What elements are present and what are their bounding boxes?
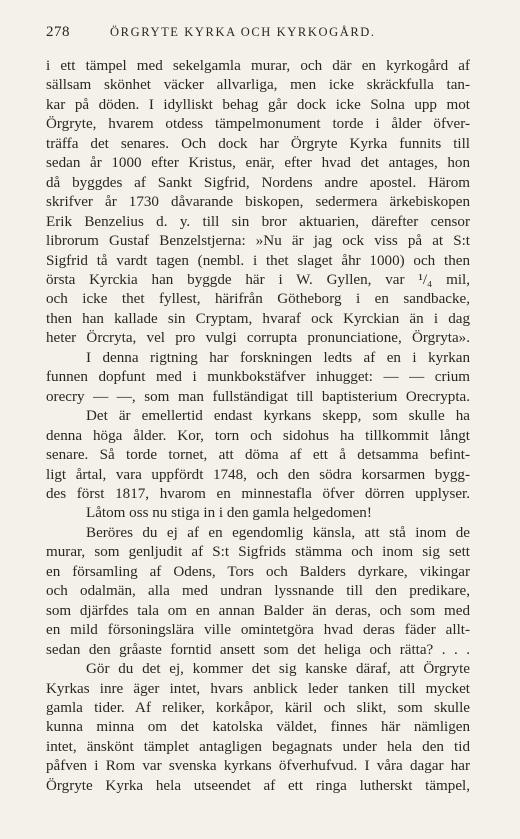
text-line: heter Örcryta, vel pro vulgi corrupta pronunciatione, Örgryta».	[46, 330, 470, 347]
text-line: then han kallade sin Cryptam, hvaraf ock Kyrckian än i dag	[46, 310, 470, 327]
text-line: I denna rigtning har forskningen ledts af en i kyrkan	[86, 349, 470, 366]
text-line: örsta Kyrckia han byggde här i W. Gyllen, var ¹/₄ mil,	[46, 271, 470, 288]
text-line: Det är emellertid endast kyrkans skepp, som skulle ha	[86, 408, 470, 425]
text-line: Erik Benzelius d. y. till sin bror aktuarien, därefter censor	[46, 213, 470, 230]
body-text	[46, 57, 470, 796]
text-line: Gör du det ej, kommer det sig kanske däraf, att Örgryte	[86, 661, 470, 678]
text-line: denna höga ålder. Kor, torn och sidohus ha tillkommit långt	[46, 427, 470, 444]
text-line: orecry — —, som man fullständigat till baptisterium Orecrypta.	[46, 388, 470, 405]
text-line: sällsam skönhet väcker allvarliga, men icke skräckfulla tan-	[46, 77, 470, 94]
text-line: gamla tider. Af reliker, korkåpor, käril och slikt, som skulle	[46, 699, 470, 716]
text-line: murar, som genljudit af S:t Sigfrids stämma och inom sig sett	[46, 544, 470, 561]
text-line: kunna minna om det katolska väldet, finnes här nämligen	[46, 719, 470, 736]
text-line: Örgryte, hvarem otdess tämpelmonument torde i ålder öfver-	[46, 116, 470, 133]
text-line: Sigfrid tå vardt tagen (nembl. i thet slaget åhr 1000) och then	[46, 252, 470, 269]
text-line: funnen dopfunt med i munkbokstäfver inhugget: — — crium	[46, 369, 470, 386]
text-line: då byggdes af Sankt Sigfrid, Nordens andre apostel. Härom	[46, 174, 470, 191]
page-number: 278	[46, 24, 70, 40]
text-line: intet, änskönt tämplet antagligen begagnats under hela den tid	[46, 738, 470, 755]
text-line: i ett tämpel med sekelgamla murar, och där en kyrkogård af	[46, 58, 470, 74]
text-line: librorum Gustaf Benzelstjerna: »Nu är jag ock viss på at S:t	[46, 233, 470, 250]
text-line: senare. Så torde tornet, att döma af ett å detsamma befint-	[46, 447, 470, 464]
text-line: kar på döden. I idylliskt behag går dock icke Solna upp mot	[46, 96, 470, 113]
text-line: som djärfdes tala om en annan Balder än deras, och som med	[46, 602, 470, 619]
text-line: en församling af Odens, Tors och Balders dyrkare, vikingar	[46, 563, 470, 580]
text-line: Låtom oss nu stiga in i den gamla helgedomen!	[86, 505, 372, 522]
text-line: påfven i Rom var svenska kyrkans öfverhufvud. I våra dagar har	[46, 758, 470, 775]
text-line: ligt årtal, vara uppfördt 1748, och den södra korsarmen bygg-	[46, 466, 470, 483]
text-line: och odalmän, alla med undran lyssnande till den predikare,	[46, 583, 470, 600]
text-line: Beröres du ej af en egendomlig känsla, att stå inom de	[86, 524, 470, 541]
text-line: träffa det senares. Och dock har Örgryte Kyrka funnits till	[46, 135, 470, 152]
text-line: des först 1817, hvarom en minnestafla öfver dörren upplyser.	[46, 485, 470, 502]
text-line: skrifver år 1730 dåvarande biskopen, sedermera ärkebiskopen	[46, 194, 470, 211]
text-line: och icke thet fyllest, härifrån Götheborg i en sandbacke,	[46, 291, 470, 308]
text-line: sedan år 1000 efter Kristus, enär, efter hvad det antages, hon	[46, 155, 470, 172]
running-title: ÖRGRYTE KYRKA OCH KYRKOGÅRD.	[110, 25, 376, 39]
text-line: Kyrkas inre äger intet, hvars anblick leder tanken till mycket	[46, 680, 470, 697]
running-head	[46, 24, 476, 46]
text-line: Örgryte Kyrka hela utseendet af ett ringa lutherskt tämpel,	[46, 777, 470, 794]
text-line: en mild försoningslära ville omintetgöra hvad deras fäder allt-	[46, 622, 470, 639]
text-line: sedan den gråaste forntid ansett som det heliga och rätta? . . .	[46, 641, 470, 658]
